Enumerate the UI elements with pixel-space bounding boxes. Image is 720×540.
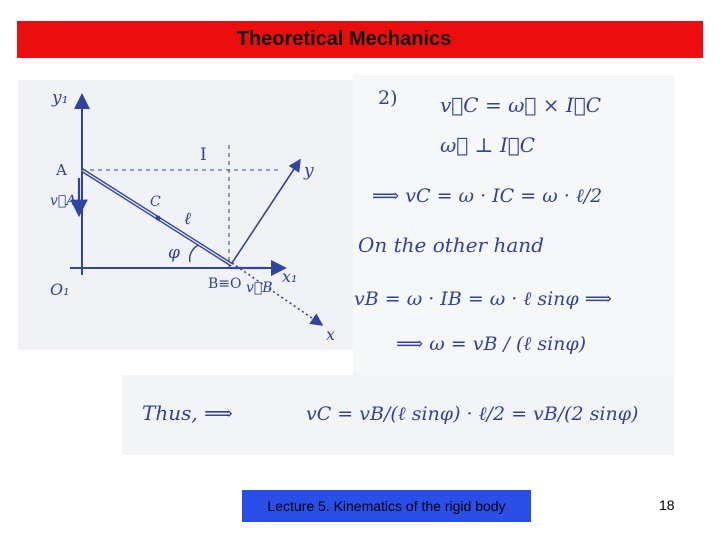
label-y: y [304,161,314,181]
equation-omega: ⟹ ω = vB / (ℓ sinφ) [396,333,587,355]
label-A: A [56,161,67,179]
label-x: x [326,325,336,344]
point-C [156,216,161,221]
label-x1: x₁ [282,267,298,286]
page-number: 18 [659,497,675,513]
equation-vc-vector: v⃗C = ω⃗ × I⃗C [440,93,602,117]
equation-result: vC = vB/(ℓ sinφ) · ℓ/2 = vB/(2 sinφ) [306,403,639,425]
text-thus: Thus, ⟹ [142,401,233,425]
label-phi: φ [168,243,180,263]
label-l: ℓ [184,209,192,229]
label-C: C [150,194,161,210]
equation-omega-perp: ω⃗ ⊥ I⃗C [440,133,536,157]
item-number: 2) [378,87,398,109]
slide-title: Theoretical Mechanics [236,28,452,50]
footer-box [242,490,531,522]
angle-phi-arc [190,245,198,262]
label-vB: v⃗B [246,280,273,296]
text-other-hand: On the other hand [358,233,544,257]
mechanism-diagram [50,88,335,344]
equation-vb: vB = ω · IB = ω · ℓ sinφ ⟹ [354,288,612,310]
label-O1: O₁ [50,280,70,299]
label-vA: v⃗A [50,193,77,209]
y-axis [232,160,300,263]
label-B: B≡O [208,276,242,292]
label-y1: y₁ [52,88,69,108]
label-I: I [200,145,207,165]
footer-text: Lecture 5. Kinematics of the rigid body [267,498,506,514]
equation-vc-magnitude: ⟹ vC = ω · IC = ω · ℓ/2 [372,185,603,207]
